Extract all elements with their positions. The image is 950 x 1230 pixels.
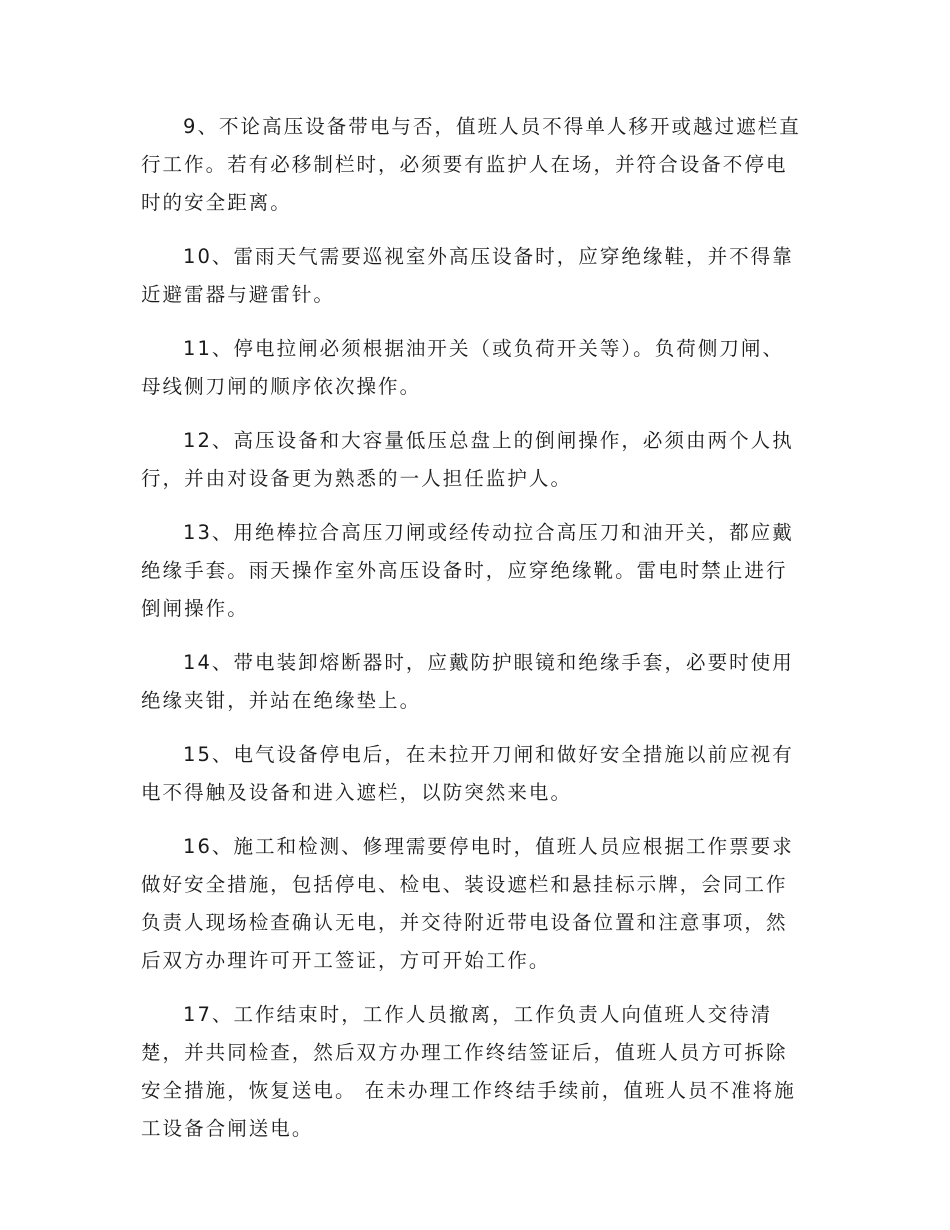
text-line: 绝缘手套。雨天操作室外高压设备时，应穿绝缘靴。雷电时禁止进行 xyxy=(141,559,788,582)
paragraph-15 xyxy=(141,736,809,812)
text-line: 负责人现场检查确认无电，并交待附近带电设备位置和注意事项，然 xyxy=(141,911,788,934)
text-line: 倒闸操作。 xyxy=(141,597,249,620)
text-line: 12、高压设备和大容量低压总盘上的倒闸操作，必须由两个人执 xyxy=(183,429,794,452)
paragraph-14 xyxy=(141,644,809,720)
text-line: 16、施工和检测、修理需要停电时，值班人员应根据工作票要求 xyxy=(183,835,794,858)
text-line: 17、工作结束时，工作人员撤离，工作负责人向值班人交待清 xyxy=(183,1003,773,1026)
text-line: 9、不论高压设备带电与否，值班人员不得单人移开或越过遮栏直 xyxy=(183,115,801,138)
text-line: 近避雷器与避雷针。 xyxy=(141,283,335,306)
paragraph-16 xyxy=(141,828,809,980)
text-line: 工设备合闸送电。 xyxy=(141,1117,314,1140)
text-line: 做好安全措施，包括停电、检电、装设遮栏和悬挂标示牌，会同工作 xyxy=(141,873,788,896)
paragraph-11 xyxy=(141,330,809,406)
text-line: 后双方办理许可开工签证，方可开始工作。 xyxy=(141,949,551,972)
paragraph-10 xyxy=(141,238,809,314)
text-line: 行，并由对设备更为熟悉的一人担任监护人。 xyxy=(141,467,573,490)
document-body xyxy=(141,108,809,1164)
text-line: 15、电气设备停电后，在未拉开刀闸和做好安全措施以前应视有 xyxy=(183,743,794,766)
paragraph-17 xyxy=(141,996,809,1148)
text-line: 10、雷雨天气需要巡视室外高压设备时，应穿绝缘鞋，并不得靠 xyxy=(183,245,794,268)
paragraph-13 xyxy=(141,514,809,628)
text-line: 时的安全距离。 xyxy=(141,191,292,214)
text-line: 14、带电装卸熔断器时，应戴防护眼镜和绝缘手套，必要时使用 xyxy=(183,651,794,674)
text-line: 楚，并共同检查，然后双方办理工作终结签证后，值班人员方可拆除 xyxy=(141,1041,788,1064)
paragraph-12 xyxy=(141,422,809,498)
text-line: 电不得触及设备和进入遮栏，以防突然来电。 xyxy=(141,781,573,804)
text-line: 绝缘夹钳，并站在绝缘垫上。 xyxy=(141,689,422,712)
text-line: 11、停电拉闸必须根据油开关（或负荷开关等）。负荷侧刀闸、 xyxy=(183,337,785,360)
text-line: 行工作。若有必移制栏时，必须要有监护人在场，并符合设备不停电 xyxy=(141,153,788,176)
paragraph-9 xyxy=(141,108,809,222)
text-line: 13、用绝棒拉合高压刀闸或经传动拉合高压刀和油开关，都应戴 xyxy=(183,521,794,544)
text-line: 安全措施，恢复送电。 在未办理工作终结手续前，值班人员不准将施 xyxy=(141,1079,796,1102)
text-line: 母线侧刀闸的顺序依次操作。 xyxy=(141,375,422,398)
